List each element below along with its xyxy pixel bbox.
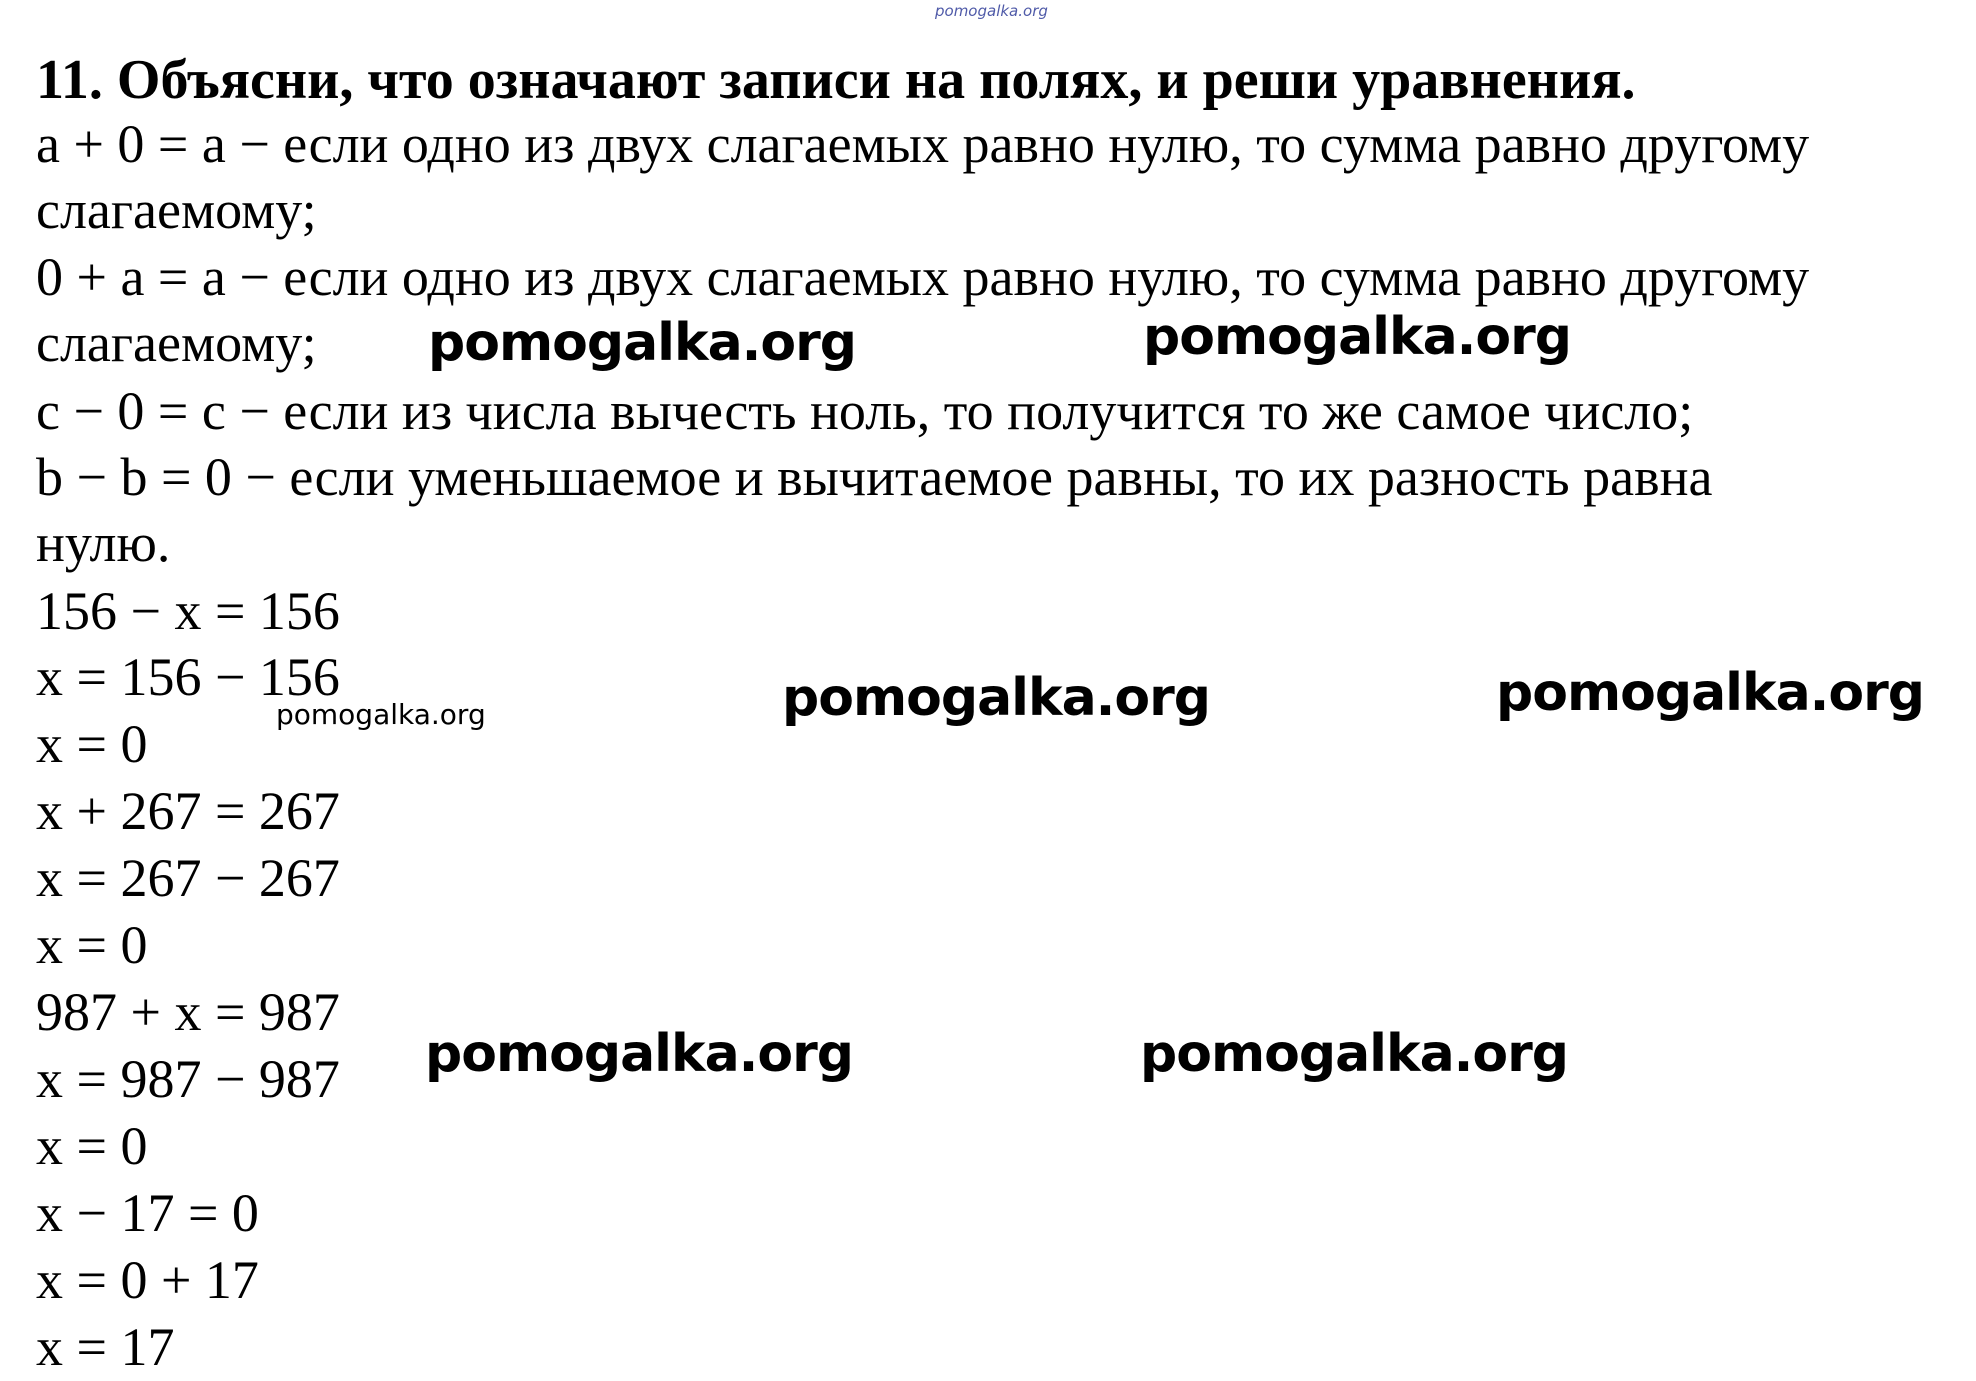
explanation-line: a + 0 = a − если одно из двух слагаемых равно нулю, то сумма равно другому <box>36 114 1810 174</box>
watermark: pomogalka.org <box>428 313 857 373</box>
watermark: pomogalka.org <box>425 1024 854 1084</box>
watermark: pomogalka.org <box>1140 1024 1569 1084</box>
watermark: pomogalka.org <box>782 668 1211 728</box>
explanation-line: c − 0 = c − если из числа вычесть ноль, то получится то же самое число; <box>36 381 1694 441</box>
explanation-line: 0 + a = a − если одно из двух слагаемых равно нулю, то сумма равно другому <box>36 247 1810 307</box>
equation-line: x = 0 <box>36 1116 148 1176</box>
equation-line: x − 17 = 0 <box>36 1183 259 1243</box>
explanation-line: слагаемому; <box>36 313 317 373</box>
equation-line: x = 0 <box>36 714 148 774</box>
equation-line: x = 0 + 17 <box>36 1250 259 1310</box>
equation-line: x = 17 <box>36 1317 175 1377</box>
equation-line: x = 156 − 156 <box>36 647 340 707</box>
task-title: 11. Объясни, что означают записи на полях, и реши уравнения. <box>36 49 1636 111</box>
watermark: pomogalka.org <box>1143 307 1572 367</box>
equation-line: x = 987 − 987 <box>36 1049 340 1109</box>
equation-line: 987 + x = 987 <box>36 982 340 1042</box>
equation-line: x = 0 <box>36 915 148 975</box>
explanation-line: b − b = 0 − если уменьшаемое и вычитаемое равны, то их разность равна <box>36 447 1713 507</box>
equation-line: x + 267 = 267 <box>36 781 340 841</box>
equation-line: x = 267 − 267 <box>36 848 340 908</box>
watermark-small: pomogalka.org <box>276 698 486 731</box>
explanation-line: слагаемому; <box>36 180 317 240</box>
watermark: pomogalka.org <box>1496 663 1925 723</box>
explanation-line: нулю. <box>36 513 171 573</box>
equation-line: 156 − x = 156 <box>36 581 340 641</box>
top-watermark: pomogalka.org <box>935 2 1048 20</box>
